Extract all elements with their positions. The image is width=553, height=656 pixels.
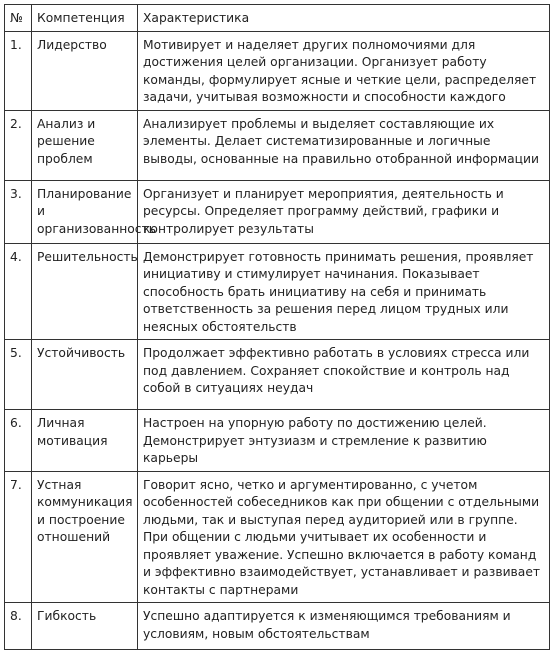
table-row	[5, 243, 550, 340]
competency-table	[4, 4, 550, 650]
competency-name: Лидерство	[32, 31, 138, 110]
competency-name: Устойчивость	[32, 340, 138, 410]
table-row	[5, 471, 550, 603]
table-row	[5, 410, 550, 472]
row-number: 3.	[5, 180, 32, 243]
table-row	[5, 110, 550, 180]
row-number: 2.	[5, 110, 32, 180]
competency-description: Мотивирует и наделяет других полномочиями для достижения целей организации. Организует работу команды, формулирует ясные и четкие цели, распределяет задачи, учитывая возможности и способности каждого	[138, 31, 550, 110]
table-row	[5, 31, 550, 110]
header-competency: Компетенция	[32, 5, 138, 32]
row-number: 4.	[5, 243, 32, 340]
competency-name: Гибкость	[32, 603, 138, 650]
row-number: 8.	[5, 603, 32, 650]
table-row	[5, 340, 550, 410]
header-number: №	[5, 5, 32, 32]
row-number: 1.	[5, 31, 32, 110]
competency-name: Устная коммуникация и построение отношений	[32, 471, 138, 603]
competency-name: Планирование и организованность	[32, 180, 138, 243]
competency-name: Решительность	[32, 243, 138, 340]
competency-description: Говорит ясно, четко и аргументированно, с учетом особенностей собеседников как при общении с отдельными людьми, так и выступая перед аудиторией или в группе. При общении с людьми учитывает их особенности и проявляет уважение. Успешно включается в работу команд и эффективно взаимодействует, устанавливает и развивает контакты с партнерами	[138, 471, 550, 603]
competency-name: Личная мотивация	[32, 410, 138, 472]
competency-description: Успешно адаптируется к изменяющимся требованиям и условиям, новым обстоятельствам	[138, 603, 550, 650]
row-number: 6.	[5, 410, 32, 472]
table-header-row	[5, 5, 550, 32]
competency-description: Анализирует проблемы и выделяет составляющие их элементы. Делает систематизированные и логичные выводы, основанные на правильно отобранной информации	[138, 110, 550, 180]
table-row	[5, 603, 550, 650]
header-description: Характеристика	[138, 5, 550, 32]
row-number: 7.	[5, 471, 32, 603]
competency-description: Демонстрирует готовность принимать решения, проявляет инициативу и стимулирует начинания. Показывает способность брать инициативу на себя и принимать ответственность за решения перед лицом трудных или неясных обстоятельств	[138, 243, 550, 340]
table-row	[5, 180, 550, 243]
competency-description: Настроен на упорную работу по достижению целей. Демонстрирует энтузиазм и стремление к развитию карьеры	[138, 410, 550, 472]
row-number: 5.	[5, 340, 32, 410]
competency-description: Организует и планирует мероприятия, деятельность и ресурсы. Определяет программу действий, графики и контролирует результаты	[138, 180, 550, 243]
competency-description: Продолжает эффективно работать в условиях стресса или под давлением. Сохраняет спокойствие и контроль над собой в ситуациях неудач	[138, 340, 550, 410]
competency-name: Анализ и решение проблем	[32, 110, 138, 180]
